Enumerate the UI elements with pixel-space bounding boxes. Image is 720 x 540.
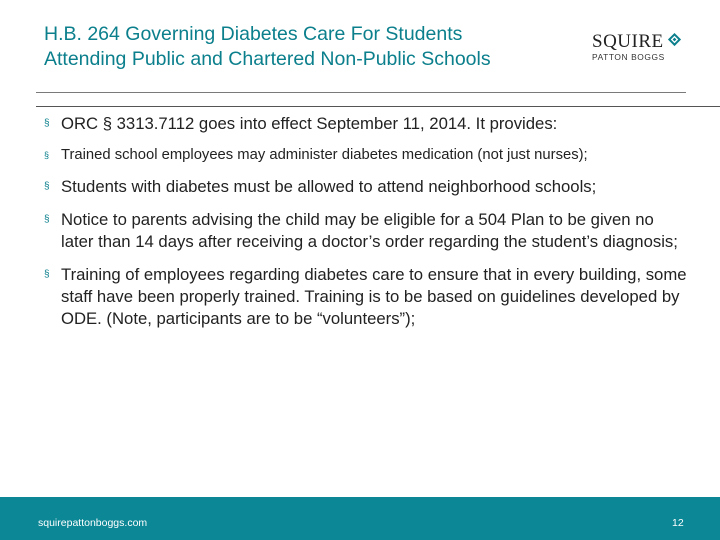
footer-bar [0, 497, 720, 540]
squire-mark-icon [667, 32, 682, 52]
footer-website-link[interactable]: squirepattonboggs.com [38, 517, 148, 529]
content-divider [36, 106, 720, 107]
bullet-list [44, 113, 690, 341]
page-number: 12 [672, 517, 684, 529]
company-logo [592, 32, 692, 66]
logo-subtext: PATTON BOGGS [592, 52, 665, 62]
bullet-marker-icon: § [44, 268, 50, 280]
bullet-item [44, 209, 690, 253]
bullet-text: Students with diabetes must be allowed to attend neighborhood schools; [61, 176, 597, 196]
bullet-text: Notice to parents advising the child may be eligible for a 504 Plan to be given no later than 14 days after receiving a doctor’s order regarding the student’s diagnosis; [61, 209, 678, 251]
bullet-text: Training of employees regarding diabetes care to ensure that in every building, some staff have been properly trained. Training is to be based on guidelines developed by ODE. (Note, participants are to be “volunteers”); [61, 264, 687, 328]
bullet-marker-icon: § [44, 150, 50, 160]
bullet-text: ORC § 3313.7112 goes into effect September 11, 2014. It provides: [61, 114, 558, 133]
slide-title: H.B. 264 Governing Diabetes Care For Students Attending Public and Chartered Non-Public Schools [44, 23, 491, 70]
logo-wordmark: SQUIRE [592, 31, 664, 52]
bullet-marker-icon: § [44, 118, 50, 129]
bullet-item [44, 146, 690, 165]
bullet-marker-icon: § [44, 180, 50, 192]
bullet-item [44, 264, 690, 330]
bullet-text: Trained school employees may administer diabetes medication (not just nurses); [61, 147, 588, 163]
bullet-marker-icon: § [44, 213, 50, 225]
bullet-item [44, 176, 690, 198]
title-divider [36, 92, 686, 93]
bullet-item [44, 113, 690, 135]
